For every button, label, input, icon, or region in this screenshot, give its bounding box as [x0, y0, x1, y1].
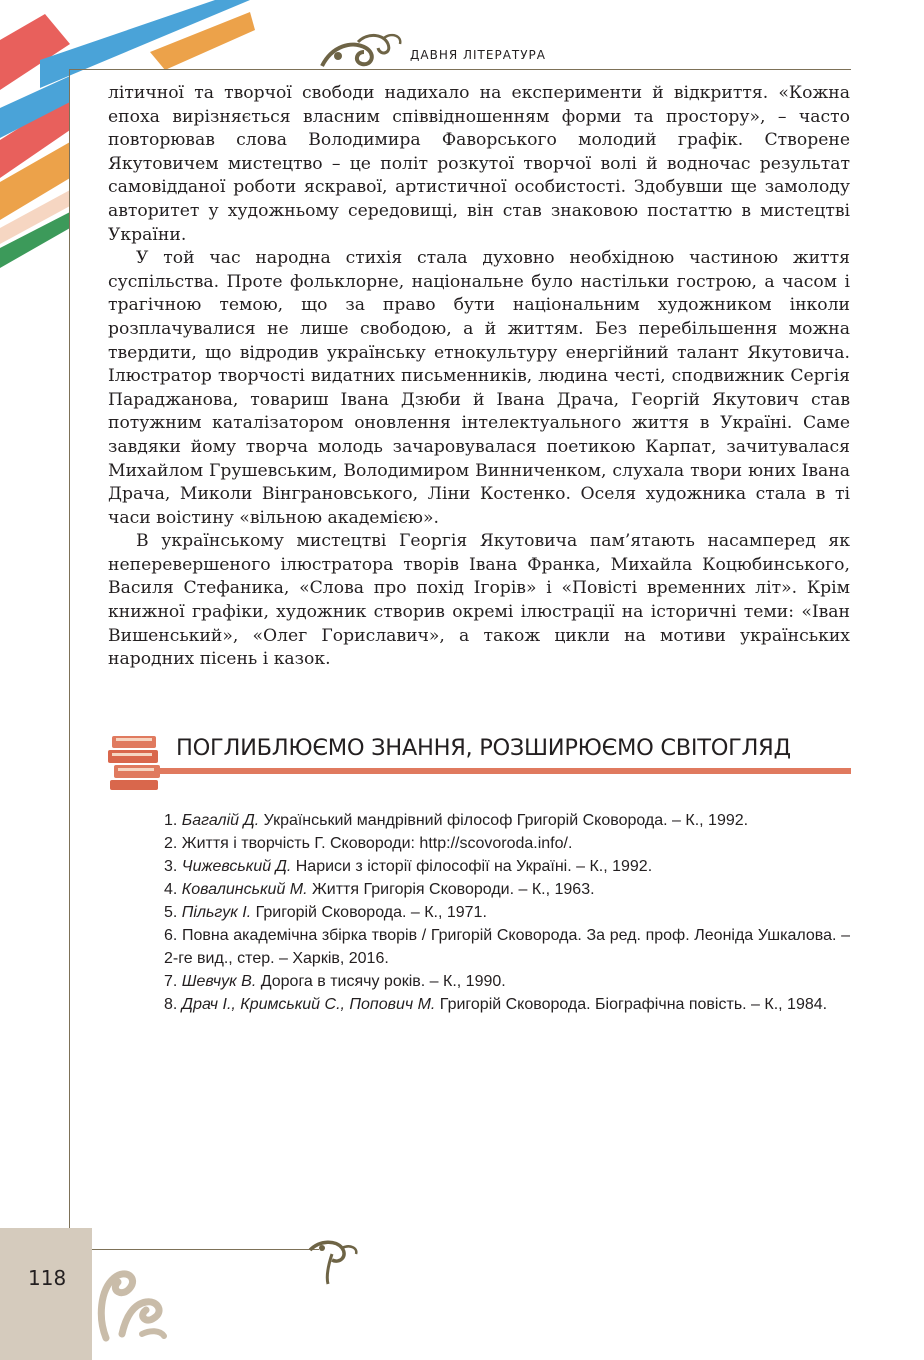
paragraph: У той час народна стихія стала духовно необхідною частиною життя суспільства. Проте фольклорне, національне було настільки гострою, а часом і трагічною темою, що за право бути національним художником інколи розплачувалися не лише свободою, а й життям. Без перебільшення можна твердити, що відродив українську етнокультуру енергійний талант Якутовича. Ілюстратор творчості видатних письменників, людина честі, сподвижник Сергія Параджанова, товариш Івана Дзюби й Івана Драча, Георгій Якутович став потужним каталізатором оновлення інтелектуального життя в Україні. Саме завдяки йому творча молодь зачаровувалася поетикою Карпат, зачитувалася Михайлом Грушевським, Володимиром Винниченком, слухала твори юних Івана Драча, Миколи Вінграновського, Ліни Костенко. Оселя художника стала в ті часи воістину «вільною академією».: [108, 248, 850, 528]
frame-left-rule: [69, 69, 70, 1249]
list-item: 1. Багалій Д. Український мандрівний філософ Григорій Сковорода. – К., 1992.: [164, 812, 749, 829]
list-item: 2. Життя і творчість Г. Сковороди: http://scovoroda.info/.: [164, 835, 573, 852]
list-item: 3. Чижевський Д. Нариси з історії філософії на Україні. – К., 1992.: [164, 858, 653, 875]
page-number: 118: [28, 1266, 67, 1290]
list-item: 6. Повна академічна збірка творів / Григорій Сковорода. За ред. проф. Леоніда Ушкалова. – 2-ге вид., стер. – Харків, 2016.: [164, 927, 851, 967]
deepen-heading: ПОГЛИБЛЮЄМО ЗНАННЯ, РОЗШИРЮЄМО СВІТОГЛЯД: [176, 735, 791, 761]
calligraphic-flourish-icon: [92, 1268, 170, 1342]
reference-list: [164, 809, 850, 1016]
paragraph: літичної та творчої свободи надихало на експерименти й відкриття. «Кожна епоха вирізняється власним співвідношенням форми та простору», – часто повторював слова Володимира Фаворського молодий графік. Створене Якутовичем мистецтво – це політ розкутої творчої волі й водночас результат самовідданої роботи яскравої, артистичної особистості. Здобувши ще замолоду авторитет у художньому середовищі, він став знаковою постаттю в мистецтві України.: [108, 83, 850, 245]
frame-bottom-rule: [69, 1249, 319, 1250]
page-side-tab: [0, 1228, 92, 1360]
section-title: ДАВНЯ ЛІТЕРАТУРА: [410, 48, 546, 62]
books-stack-icon: [106, 732, 164, 792]
list-item: 7. Шевчук В. Дорога в тисячу років. – К., 1990.: [164, 973, 506, 990]
heading-underline: [158, 768, 851, 774]
list-item: 4. Ковалинський М. Життя Григорія Сковороди. – К., 1963.: [164, 881, 595, 898]
floral-scroll-icon: [318, 30, 408, 74]
list-item: 5. Пільгук І. Григорій Сковорода. – К., 1971.: [164, 904, 487, 921]
article-body: [108, 82, 850, 672]
scroll-ornament-icon: [306, 1234, 362, 1286]
list-item: 8. Драч І., Кримський С., Попович М. Григорій Сковорода. Біографічна повість. – К., 1984.: [164, 996, 828, 1013]
paragraph: В українському мистецтві Георгія Якутовича пам’ятають насамперед як неперевершеного ілюстратора творів Івана Франка, Михайла Коцюбинського, Василя Стефаника, «Слова про похід Ігорів» і «Повісті временних літ». Крім книжної графіки, художник створив окремі ілюстрації на історичні теми: «Іван Вишенський», «Олег Гориславич», а також цикли на мотиви українських народних пісень і казок.: [108, 531, 850, 670]
frame-top-rule: [70, 69, 851, 70]
